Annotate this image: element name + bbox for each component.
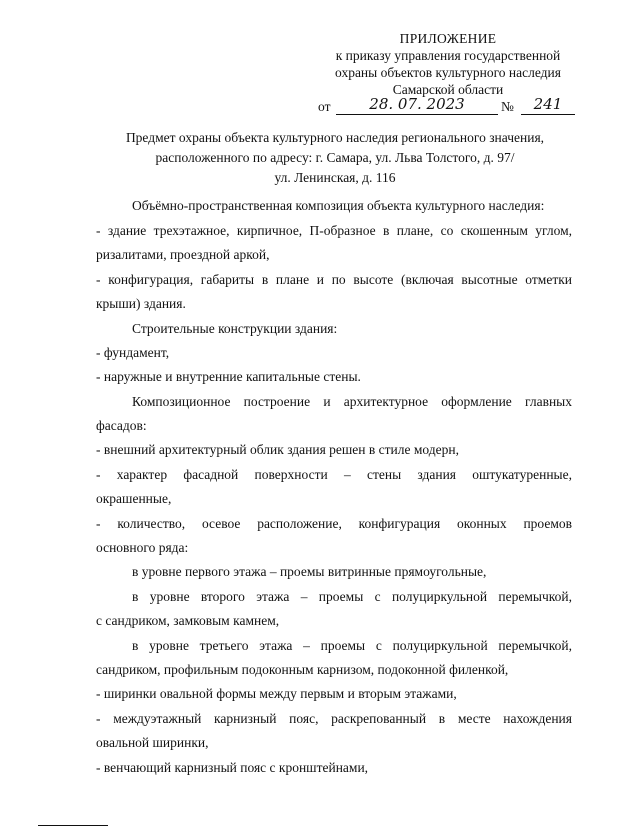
paragraph: крыши) здания. xyxy=(96,296,186,311)
appendix-line-3: Самарской области xyxy=(392,82,504,97)
paragraph: в уровне первого этажа – проемы витринные прямоугольные, xyxy=(132,564,487,579)
paragraph: - здание трехэтажное, кирпичное, П-образное в плане, со скошенным углом, xyxy=(96,223,572,238)
paragraph: с сандриком, замковым камнем, xyxy=(96,613,280,628)
paragraph: окрашенные, xyxy=(96,491,172,506)
paragraph: - наружные и внутренние капитальные стены. xyxy=(96,369,361,384)
paragraph: Строительные конструкции здания: xyxy=(132,321,338,336)
paragraph: фасадов: xyxy=(96,418,147,433)
order-date: 28. 07. 2023 xyxy=(336,95,498,115)
order-number: 241 xyxy=(521,95,575,115)
document-subject xyxy=(110,128,560,188)
paragraph: - междуэтажный карнизный пояс, раскрепованный в месте нахождения xyxy=(96,711,572,726)
paragraph: Композиционное построение и архитектурное оформление главных xyxy=(132,394,572,409)
paragraph: ризалитами, проездной аркой, xyxy=(96,247,270,262)
paragraph: овальной ширинки, xyxy=(96,735,209,750)
paragraph: сандриком, профильным подоконным карнизом, подоконной филенкой, xyxy=(96,662,509,677)
appendix-header xyxy=(318,30,578,116)
paragraph: - венчающий карнизный пояс с кронштейнами, xyxy=(96,760,369,775)
paragraph: в уровне второго этажа – проемы с полуциркульной перемычкой, xyxy=(132,589,572,604)
appendix-title: ПРИЛОЖЕНИЕ xyxy=(399,31,497,46)
paragraph: - конфигурация, габариты в плане и по высоте (включая высотные отметки xyxy=(96,272,572,287)
paragraph: в уровне третьего этажа – проемы с полуциркульной перемычкой, xyxy=(132,638,572,653)
paragraph: - фундамент, xyxy=(96,345,170,360)
subject-line-3: ул. Ленинская, д. 116 xyxy=(274,170,396,185)
paragraph: - ширинки овальной формы между первым и вторым этажами, xyxy=(96,686,457,701)
footnote-rule xyxy=(38,825,108,826)
paragraph: Объёмно-пространственная композиция объекта культурного наследия: xyxy=(132,198,545,213)
order-date-line xyxy=(318,95,578,116)
paragraph: - внешний архитектурный облик здания решен в стиле модерн, xyxy=(96,442,459,457)
appendix-line-2: охраны объектов культурного наследия xyxy=(335,65,561,80)
subject-line-2: расположенного по адресу: г. Самара, ул. Льва Толстого, д. 97/ xyxy=(155,150,515,165)
paragraph: - количество, осевое расположение, конфигурация оконных проемов xyxy=(96,516,572,531)
paragraph: - характер фасадной поверхности – стены здания оштукатуренные, xyxy=(96,467,572,482)
appendix-line-1: к приказу управления государственной xyxy=(335,48,561,63)
number-prefix: № xyxy=(501,99,514,114)
subject-line-1: Предмет охраны объекта культурного наследия регионального значения, xyxy=(125,130,545,145)
paragraph: основного ряда: xyxy=(96,540,189,555)
date-prefix: от xyxy=(318,99,331,114)
